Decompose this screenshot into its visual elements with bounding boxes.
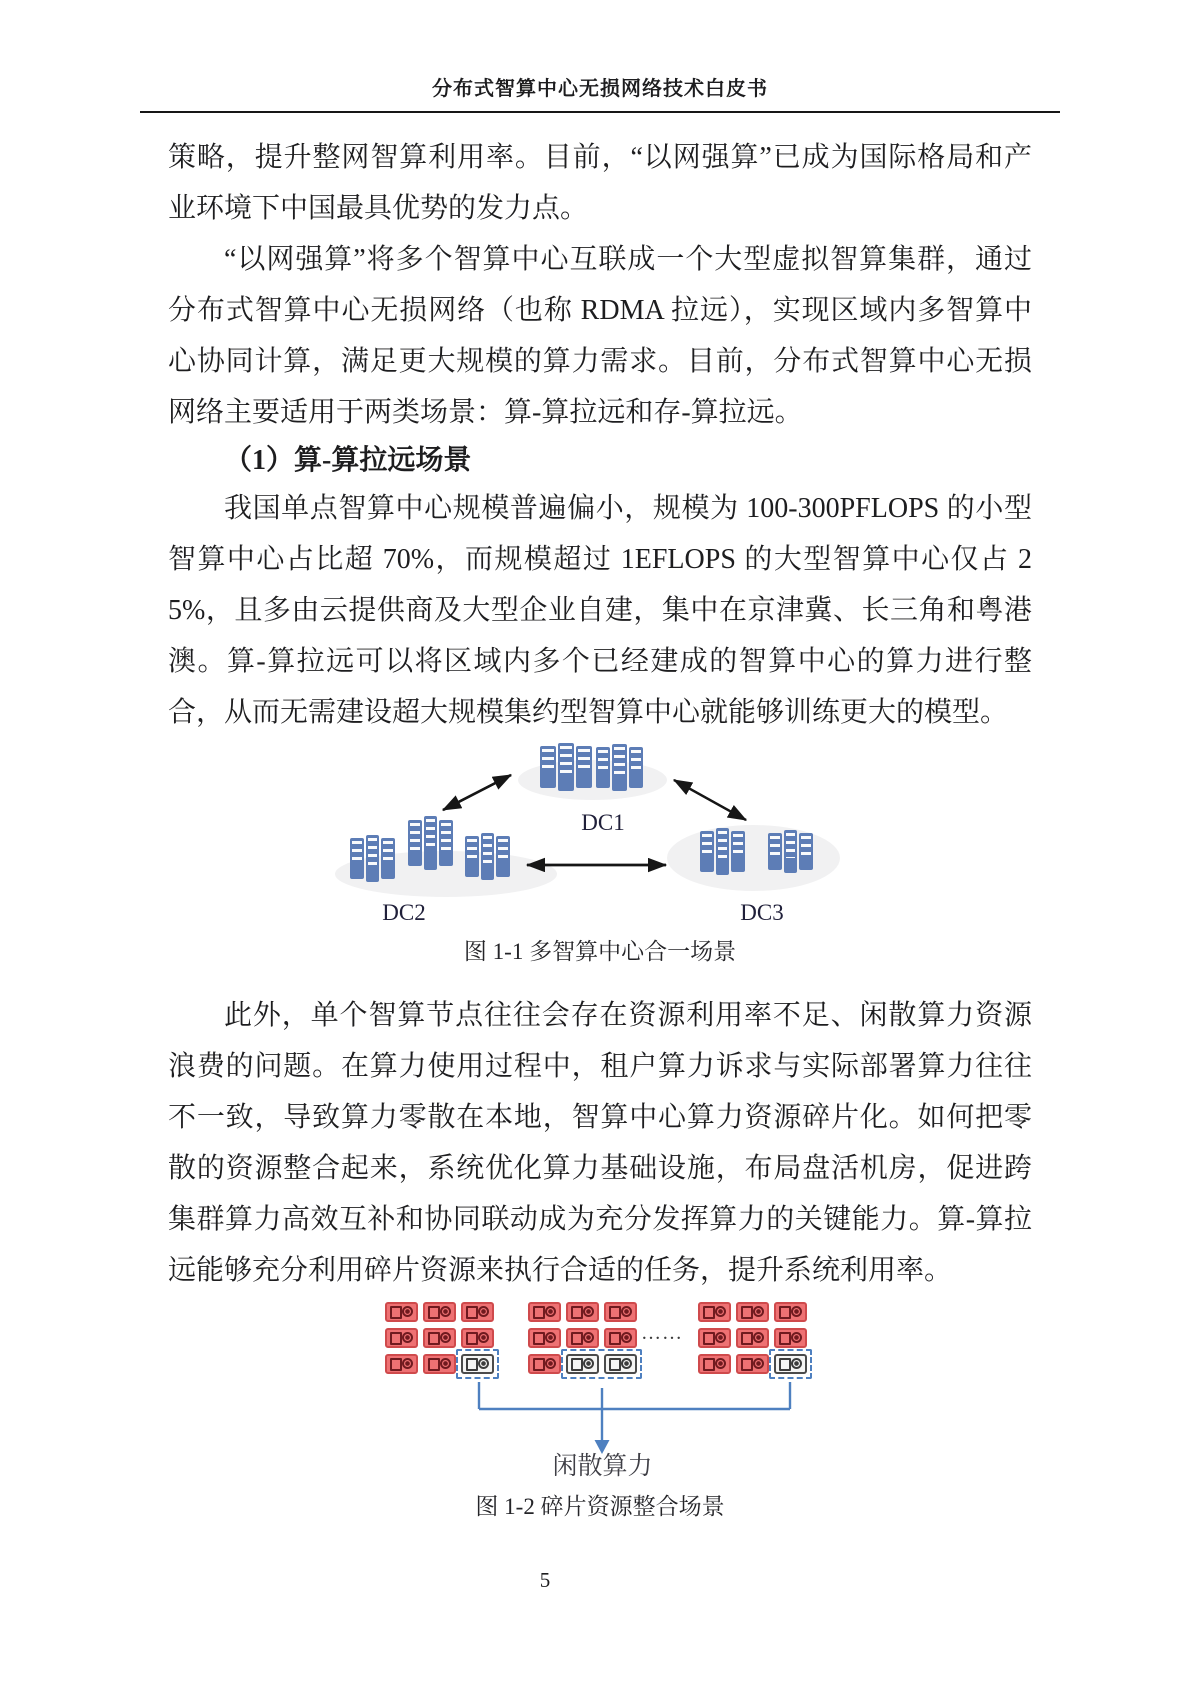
server-tower-icon [784, 830, 798, 873]
gpu-chip-icon [736, 1354, 769, 1374]
gpu-chip-icon [461, 1302, 494, 1322]
figure-1-2-caption: 图 1-2 碎片资源整合场景 [475, 1494, 725, 1519]
gpu-chip-icon [385, 1328, 418, 1348]
dc3-server-rack [700, 828, 745, 875]
gpu-chip-icon [698, 1302, 731, 1322]
server-tower-icon [366, 835, 380, 882]
server-tower-icon [731, 831, 745, 872]
gpu-chip-icon [736, 1328, 769, 1348]
gpu-chip-icon [604, 1302, 637, 1322]
gpu-chip-icon [604, 1328, 637, 1348]
gpu-chip-icon [423, 1354, 456, 1374]
server-tower-icon [350, 838, 364, 879]
gpu-chip-icon [528, 1354, 561, 1374]
ellipsis-more-clusters: …… [641, 1322, 683, 1344]
server-tower-icon [540, 746, 556, 788]
gpu-cluster-3 [698, 1302, 807, 1374]
idle-selection-box [769, 1349, 812, 1379]
server-tower-icon [408, 820, 422, 867]
idle-gpu-chip-icon [774, 1354, 807, 1374]
idle-gpu-chip-icon [461, 1354, 494, 1374]
gpu-chip-icon [385, 1354, 418, 1374]
idle-gpu-chip-icon [566, 1354, 599, 1374]
server-tower-icon [576, 746, 592, 788]
gpu-chip-icon [698, 1328, 731, 1348]
paragraph-3: 我国单点智算中心规模普遍偏小，规模为 100-300PFLOPS 的小型智算中心占比超 70%，而规模超过 1EFLOPS 的大型智算中心仅占 25%，且多由云提供商及大型企业自建，集中在京津冀、长三角和粤港澳。算-算拉远可以将区域内多个已经建成的智算中心的算力进行整合，从而无需建设超大规模集约型智算中心就能够训练更大的模型。 [168, 493, 1032, 728]
figure-1-1-datacenter-diagram [335, 738, 840, 923]
section-heading-suan-suan: （1）算-算拉远场景 [224, 445, 472, 476]
server-tower-icon [381, 838, 395, 879]
gpu-chip-icon [774, 1302, 807, 1322]
figure-1-1-caption: 图 1-1 多智算中心合一场景 [463, 939, 737, 964]
gpu-chip-icon [528, 1302, 561, 1322]
dc1-server-rack [596, 744, 643, 791]
gpu-chip-icon [736, 1302, 769, 1322]
server-tower-icon [596, 747, 610, 788]
server-tower-icon [768, 833, 782, 870]
gpu-cluster-2 [528, 1302, 637, 1374]
header-title: 分布式智算中心无损网络技术白皮书 [432, 78, 768, 100]
gpu-chip-icon [566, 1302, 599, 1322]
gpu-chip-icon [423, 1302, 456, 1322]
page-body [0, 132, 1200, 1523]
server-tower-icon [439, 820, 453, 867]
gpu-cluster-1 [385, 1302, 494, 1374]
idle-selection-box [561, 1349, 642, 1379]
gpu-chip-icon [461, 1328, 494, 1348]
gpu-chip-icon [566, 1328, 599, 1348]
dc2-server-rack [408, 816, 453, 870]
gpu-chip-icon [385, 1302, 418, 1322]
server-tower-icon [481, 833, 495, 880]
page-number: 5 [539, 1568, 551, 1592]
idle-compute-label: 闲散算力 [552, 1453, 653, 1480]
server-tower-icon [799, 833, 813, 870]
gpu-chip-icon [528, 1328, 561, 1348]
paragraph-4: 此外，单个智算节点往往会存在资源利用率不足、闲散算力资源浪费的问题。在算力使用过程中，租户算力诉求与实际部署算力往往不一致，导致算力零散在本地，智算中心算力资源碎片化。如何把零散的资源整合起来，系统优化算力基础设施，布局盘活机房，促进跨集群算力高效互补和协同联动成为充分发挥算力的关键能力。算-算拉远能够充分利用碎片资源来执行合适的任务，提升系统利用率。 [168, 1000, 1032, 1286]
dc2-server-rack [465, 833, 510, 880]
dc2-server-rack [350, 835, 395, 882]
server-tower-icon [424, 816, 438, 870]
page-header [140, 0, 1060, 113]
server-tower-icon [612, 744, 626, 791]
figure-1-2-fragment-diagram [385, 1300, 810, 1485]
dc2-label: DC2 [382, 900, 426, 925]
gpu-chip-icon [423, 1328, 456, 1348]
dc3-server-rack [768, 830, 813, 873]
idle-gpu-chip-icon [604, 1354, 637, 1374]
server-tower-icon [465, 836, 479, 877]
paragraph-2: “以网强算”将多个智算中心互联成一个大型虚拟智算集群，通过分布式智算中心无损网络（也称 RDMA 拉远），实现区域内多智算中心协同计算，满足更大规模的算力需求。目前，分布式智算中心无损网络主要适用于两类场景：算-算拉远和存-算拉远。 [168, 244, 1032, 428]
server-tower-icon [629, 747, 643, 788]
gpu-chip-icon [698, 1354, 731, 1374]
paragraph-1: 策略，提升整网智算利用率。目前，“以网强算”已成为国际格局和产业环境下中国最具优势的发力点。 [168, 142, 1032, 224]
dc1-label: DC1 [581, 810, 625, 835]
dc1-server-rack [540, 743, 592, 791]
gpu-chip-icon [774, 1328, 807, 1348]
idle-selection-box [456, 1349, 499, 1379]
dc3-label: DC3 [740, 900, 784, 925]
server-tower-icon [716, 828, 730, 875]
server-tower-icon [558, 743, 574, 791]
server-tower-icon [700, 831, 714, 872]
server-tower-icon [496, 836, 510, 877]
